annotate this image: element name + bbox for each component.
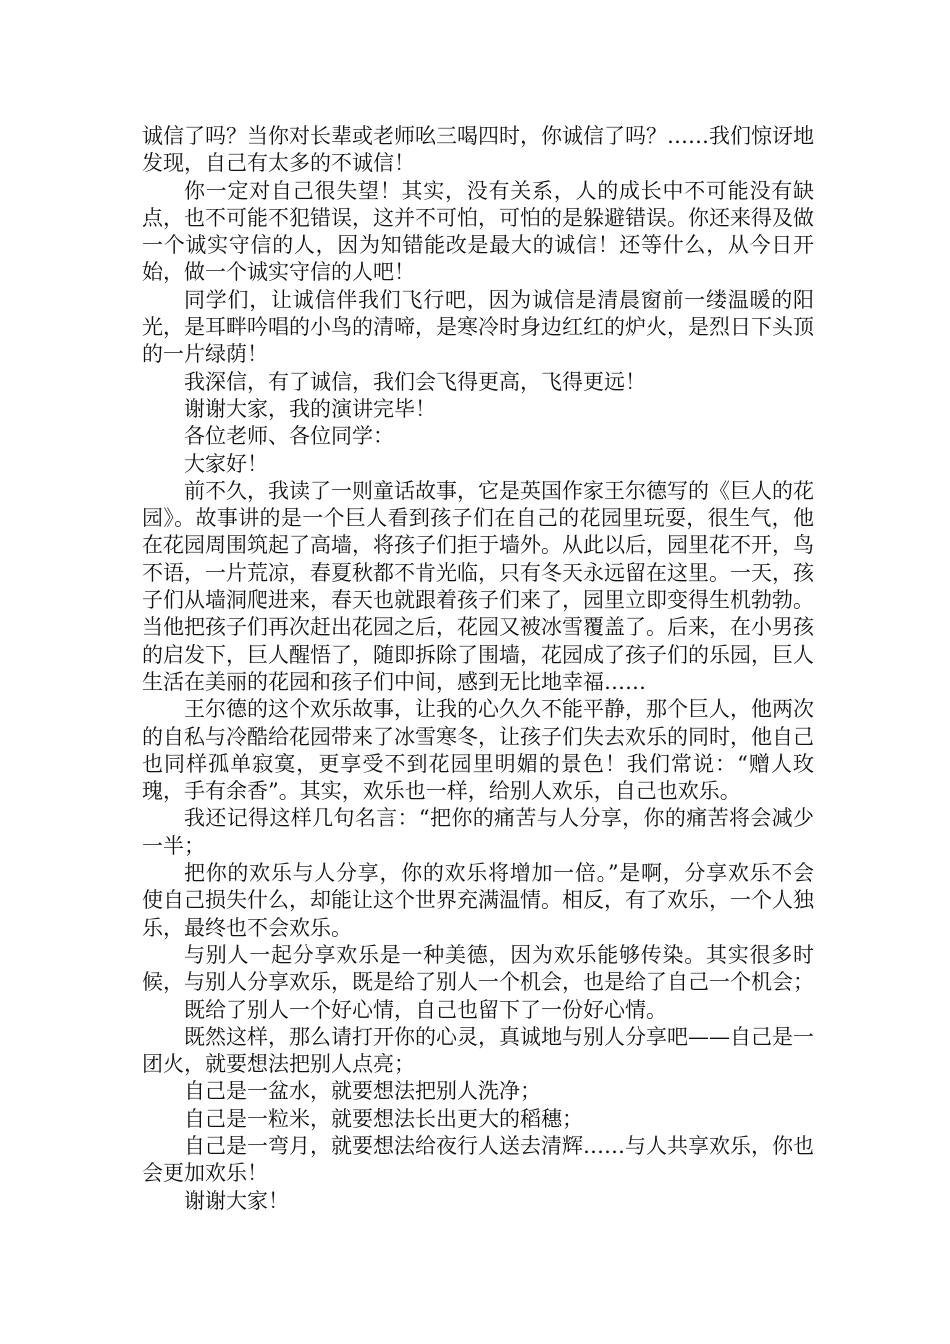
paragraph: 前不久，我读了一则童话故事，它是英国作家王尔德写的《巨人的花园》。故事讲的是一个巨人看到孩子们在自己的花园里玩耍，很生气，他在花园周围筑起了高墙，将孩子们拒于墙外。从此以后，园里花不开，鸟不语，一片荒凉，春夏秋都不肯光临，只有冬天永远留在这里。一天，孩子们从墙洞爬进来，春天也就跟着孩子们来了，园里立即变得生机勃勃。当他把孩子们再次赶出花园之后，花园又被冰雪覆盖了。后来，在小男孩的启发下，巨人醒悟了，随即拆除了围墙，花园成了孩子们的乐园，巨人生活在美丽的花园和孩子们中间，感到无比地幸福…… xyxy=(142,478,814,694)
paragraph: 谢谢大家！ xyxy=(184,1188,289,1213)
paragraph: 我还记得这样几句名言：“把你的痛苦与人分享，你的痛苦将会减少一半； xyxy=(142,806,814,858)
paragraph: 我深信，有了诚信，我们会飞得更高，飞得更远！ xyxy=(184,369,646,394)
paragraph: 自己是一粒米，就要想法长出更大的稻穗； xyxy=(184,1106,583,1131)
paragraph: 大家好！ xyxy=(184,451,268,476)
paragraph: 王尔德的这个欢乐故事，让我的心久久不能平静，那个巨人，他两次的自私与冷酷给花园带来了冰雪寒冬，让孩子们失去欢乐的同时，他自己也同样孤单寂寞，更享受不到花园里明媚的景色！我们常说：“赠人玫瑰，手有余香”。其实，欢乐也一样，给别人欢乐，自己也欢乐。 xyxy=(142,697,814,804)
paragraph: 既给了别人一个好心情，自己也留下了一份好心情。 xyxy=(184,997,667,1022)
paragraph: 诚信了吗？当你对长辈或老师吆三喝四时，你诚信了吗？……我们惊讶地发现，自己有太多的不诚信！ xyxy=(142,124,814,176)
paragraph: 既然这样，那么请打开你的心灵，真诚地与别人分享吧——自己是一团火，就要想法把别人点亮； xyxy=(142,1024,814,1077)
document-page xyxy=(142,123,814,1215)
paragraph: 你一定对自己很失望！其实，没有关系，人的成长中不可能没有缺点，也不可能不犯错误，这并不可怕，可怕的是躲避错误。你还来得及做一个诚实守信的人，因为知错能改是最大的诚信！还等什么，从今日开始，做一个诚实守信的人吧！ xyxy=(142,178,814,285)
paragraph: 谢谢大家，我的演讲完毕！ xyxy=(184,396,436,421)
paragraph: 把你的欢乐与人分享，你的欢乐将增加一倍。”是啊，分享欢乐不会使自己损失什么，却能让这个世界充满温情。相反，有了欢乐，一个人独乐，最终也不会欢乐。 xyxy=(142,861,814,940)
paragraph: 各位老师、各位同学： xyxy=(184,424,394,449)
paragraph: 与别人一起分享欢乐是一种美德，因为欢乐能够传染。其实很多时候，与别人分享欢乐，既是给了别人一个机会，也是给了自己一个机会； xyxy=(142,942,814,995)
paragraph: 自己是一盆水，就要想法把别人洗净； xyxy=(184,1079,541,1104)
paragraph: 自己是一弯月，就要想法给夜行人送去清辉……与人共享欢乐，你也会更加欢乐！ xyxy=(142,1133,814,1186)
paragraph: 同学们，让诚信伴我们飞行吧，因为诚信是清晨窗前一缕温暖的阳光，是耳畔吟唱的小鸟的清啼，是寒冷时身边红红的炉火，是烈日下头顶的一片绿荫！ xyxy=(142,287,814,367)
